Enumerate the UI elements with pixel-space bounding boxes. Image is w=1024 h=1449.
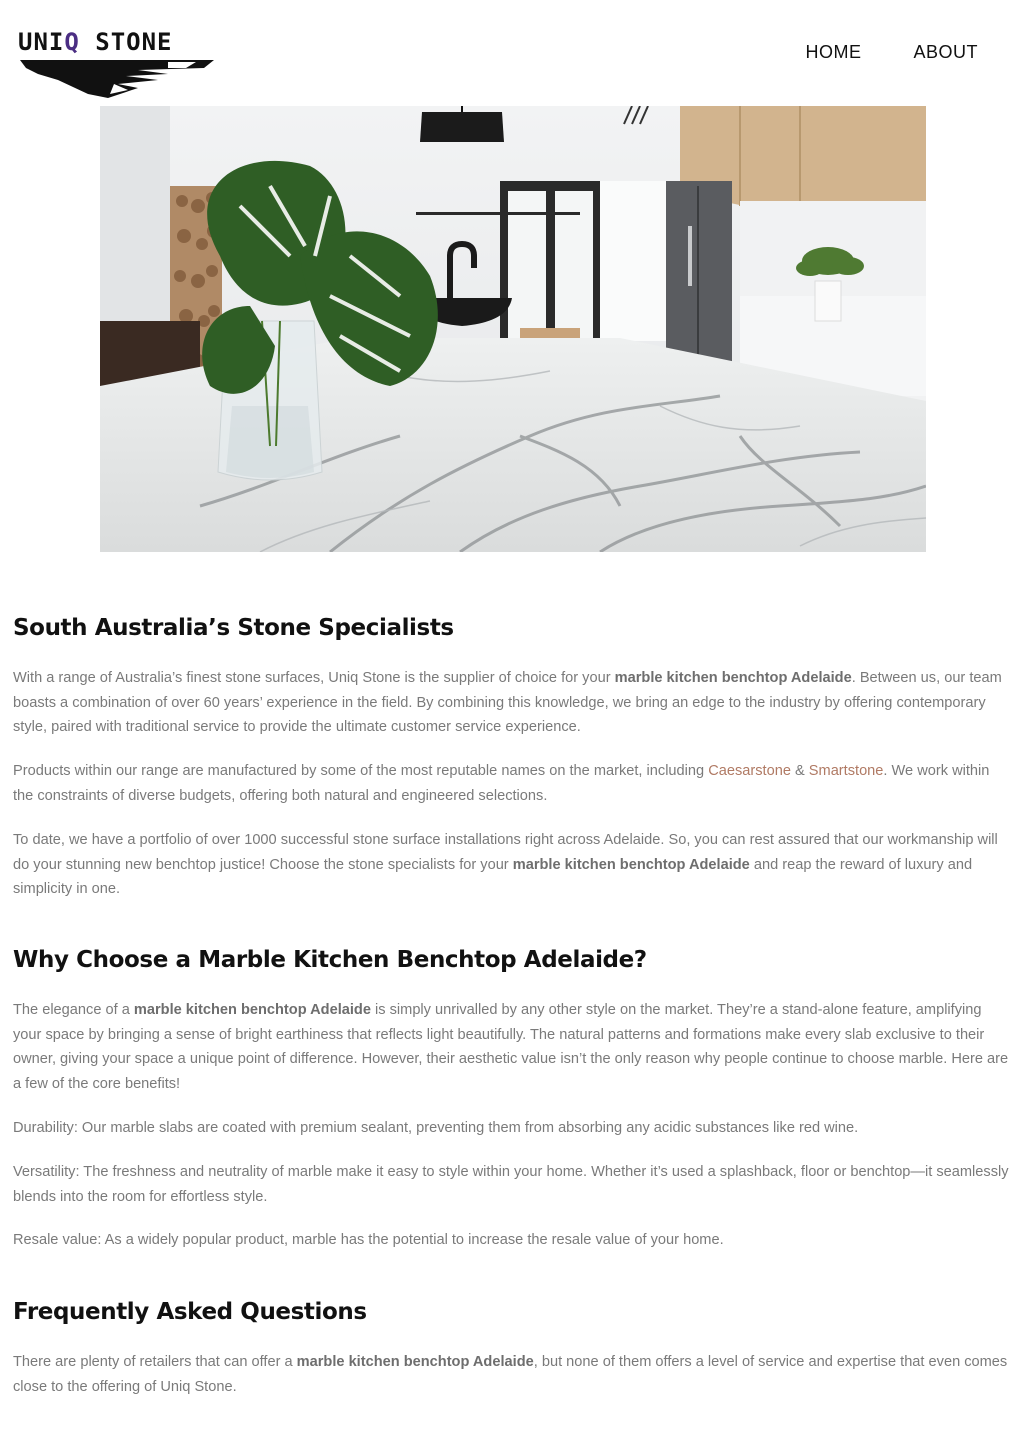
smartstone-link[interactable]: Smartstone (808, 763, 884, 779)
site-header (0, 0, 1024, 106)
kitchen-photo (100, 106, 926, 552)
hero-image (100, 106, 926, 552)
uniq-stone-logo[interactable] (18, 28, 218, 100)
caesarstone-link[interactable]: Caesarstone (708, 763, 791, 779)
eagle-icon (18, 28, 218, 100)
paragraph-why-elegance: The elegance of a marble kitchen benchtop Adelaide is simply unrivalled by any other style on the market. They’re a stand-alone feature, amplifying your space by bringing a sense of bright earthiness that reflects light beautifully. The natural patterns and formations make every slab exclusive to their owner, giving your space a unique point of difference. However, their aesthetic value isn’t the only reason why people continue to choose marble. Here are a few of the core benefits! (13, 1002, 1009, 1092)
nav-home[interactable]: HOME (805, 42, 862, 62)
nav-about[interactable]: ABOUT (913, 42, 978, 62)
paragraph-durability: Durability: Our marble slabs are coated with premium sealant, preventing them from absorbing any acidic substances like red wine. (13, 1120, 859, 1136)
paragraph-faq-intro: There are plenty of retailers that can offer a marble kitchen benchtop Adelaide, but none of them offers a level of service and expertise that even comes close to the offering of Uniq Stone. (13, 1354, 1008, 1395)
section-title-faq: Frequently Asked Questions (13, 1299, 367, 1325)
logo-wordmark: UNIQ STONE (18, 28, 173, 56)
paragraph-resale-value: Resale value: As a widely popular product, marble has the potential to increase the resale value of your home. (13, 1232, 724, 1248)
paragraph-specialists-products: Products within our range are manufactured by some of the most reputable names on the market, including Caesarstone & Smartstone. We work within the constraints of diverse budgets, offering both natural and engineered selections. (13, 763, 990, 804)
paragraph-specialists-intro: With a range of Australia’s finest stone surfaces, Uniq Stone is the supplier of choice for your marble kitchen benchtop Adelaide. Between us, our team boasts a combination of over 60 years’ experience in the field. By combining this knowledge, we bring an edge to the industry by offering contemporary style, paired with traditional service to provide the ultimate customer service experience. (13, 670, 1002, 736)
paragraph-specialists-portfolio: To date, we have a portfolio of over 1000 successful stone surface installations right across Adelaide. So, you can rest assured that our workmanship will do your stunning new benchtop justice! Choose the stone specialists for your marble kitchen benchtop Adelaide and reap the reward of luxury and simplicity in one. (13, 832, 998, 898)
section-title-why-choose: Why Choose a Marble Kitchen Benchtop Adelaide? (13, 947, 647, 973)
section-title-specialists: South Australia’s Stone Specialists (13, 615, 454, 641)
main-nav (805, 42, 978, 63)
paragraph-versatility: Versatility: The freshness and neutrality of marble make it easy to style within your home. Whether it’s used a splashback, floor or benchtop—it seamlessly blends into the room for effortless style. (13, 1164, 1009, 1205)
